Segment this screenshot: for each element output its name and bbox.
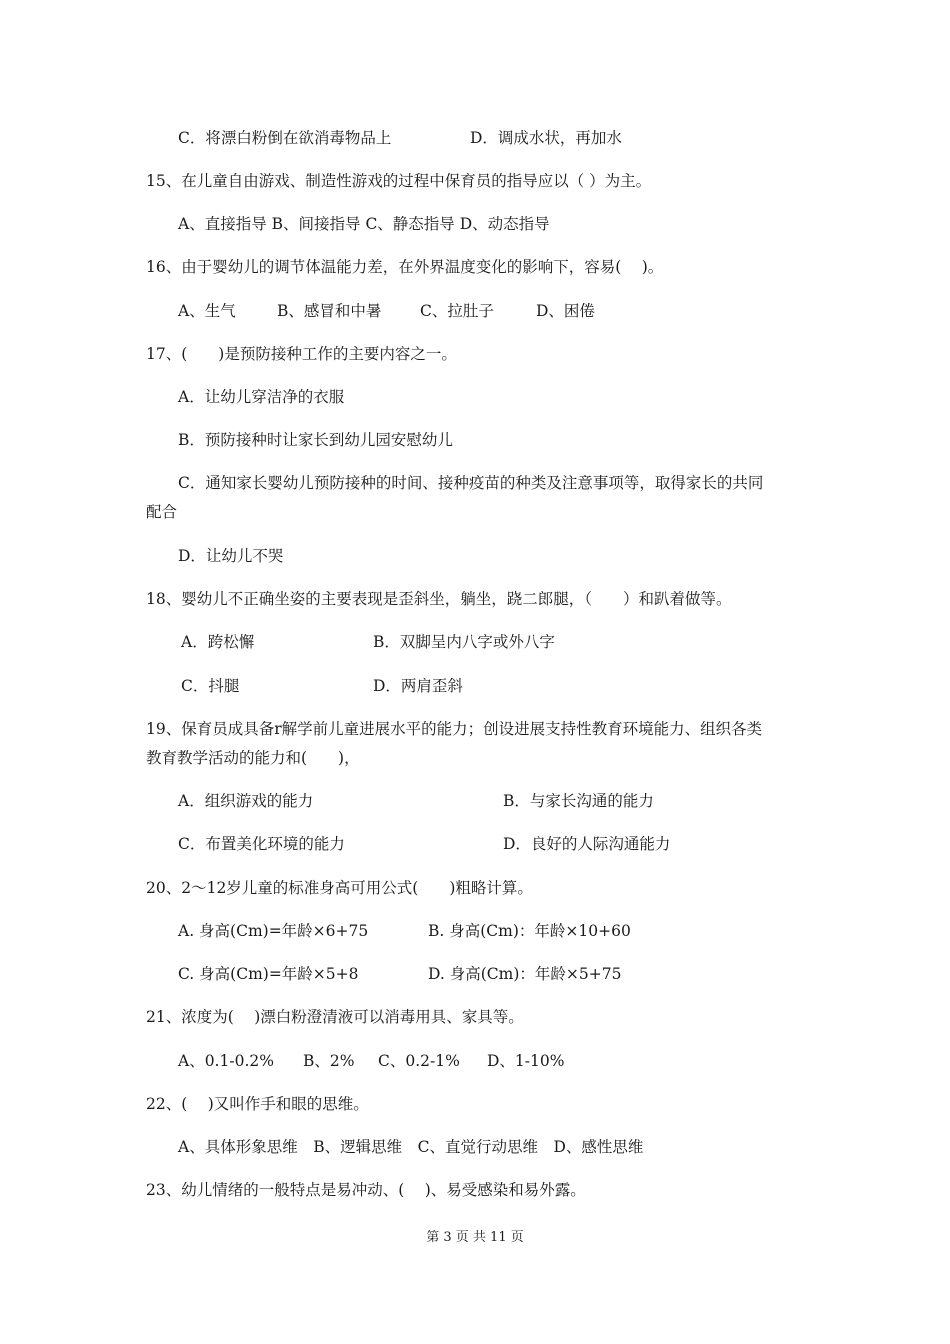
option-14-c: C．将漂白粉倒在欲消毒物品上 bbox=[178, 129, 392, 147]
option-20-d: D. 身高(Cm)：年龄×5+75 bbox=[428, 965, 622, 983]
option-17-b: B．预防接种时让家长到幼儿园安慰幼儿 bbox=[178, 431, 453, 449]
option-17-d: D．让幼儿不哭 bbox=[178, 547, 284, 565]
option-18-c: C．抖腿 bbox=[181, 677, 240, 695]
option-21-c: C、0.2-1% bbox=[378, 1052, 460, 1070]
option-19-c: C．布置美化环境的能力 bbox=[178, 835, 345, 853]
option-21-b: B、2% bbox=[303, 1052, 355, 1070]
option-14-d: D．调成水状，再加水 bbox=[470, 129, 622, 147]
option-18-b: B．双脚呈内八字或外八字 bbox=[373, 633, 555, 651]
question-18: 18、婴幼儿不正确坐姿的主要表现是歪斜坐，躺坐，跷二郎腿，（ ）和趴着做等。 bbox=[146, 590, 732, 608]
question-20: 20、2～12岁儿童的标准身高可用公式( )粗略计算。 bbox=[146, 879, 533, 897]
options-22: A、具体形象思维 B、逻辑思维 C、直觉行动思维 D、感性思维 bbox=[178, 1138, 644, 1156]
question-15: 15、在儿童自由游戏、制造性游戏的过程中保育员的指导应以（ ）为主。 bbox=[146, 172, 652, 190]
question-21: 21、浓度为( )漂白粉澄清液可以消毒用具、家具等。 bbox=[146, 1008, 524, 1026]
question-19-continued: 教育教学活动的能力和( )， bbox=[146, 749, 360, 767]
option-21-a: A、0.1-0.2% bbox=[178, 1052, 274, 1070]
option-17-c-continued: 配合 bbox=[146, 503, 178, 521]
question-17: 17、( )是预防接种工作的主要内容之一。 bbox=[146, 345, 457, 363]
question-23: 23、幼儿情绪的一般特点是易冲动、( )、易受感染和易外露。 bbox=[146, 1181, 586, 1199]
option-20-b: B. 身高(Cm)：年龄×10+60 bbox=[428, 922, 631, 940]
option-21-d: D、1-10% bbox=[487, 1052, 565, 1070]
option-16-c: C、拉肚子 bbox=[420, 302, 494, 320]
option-19-a: A．组织游戏的能力 bbox=[178, 792, 314, 810]
option-17-a: A．让幼儿穿洁净的衣服 bbox=[178, 388, 345, 406]
option-19-d: D．良好的人际沟通能力 bbox=[503, 835, 671, 853]
question-19: 19、保育员成具备r解学前儿童进展水平的能力；创设进展支持性教育环境能力、组织各类 bbox=[146, 720, 763, 738]
question-22: 22、( )又叫作手和眼的思维。 bbox=[146, 1095, 369, 1113]
options-15: A、直接指导 B、间接指导 C、静态指导 D、动态指导 bbox=[178, 215, 550, 233]
option-18-a: A．跨松懈 bbox=[181, 633, 255, 651]
option-16-b: B、感冒和中暑 bbox=[277, 302, 382, 320]
option-17-c: C．通知家长婴幼儿预防接种的时间、接种疫苗的种类及注意事项等，取得家长的共同 bbox=[178, 474, 764, 492]
option-18-d: D．两肩歪斜 bbox=[373, 677, 463, 695]
option-20-c: C. 身高(Cm)=年龄×5+8 bbox=[178, 965, 359, 983]
question-16: 16、由于婴幼儿的调节体温能力差，在外界温度变化的影响下，容易( )。 bbox=[146, 258, 664, 276]
option-20-a: A. 身高(Cm)=年龄×6+75 bbox=[178, 922, 369, 940]
page-number-footer: 第 3 页 共 11 页 bbox=[426, 1230, 524, 1245]
option-19-b: B．与家长沟通的能力 bbox=[503, 792, 654, 810]
option-16-a: A、生气 bbox=[178, 302, 236, 320]
option-16-d: D、困倦 bbox=[536, 302, 595, 320]
